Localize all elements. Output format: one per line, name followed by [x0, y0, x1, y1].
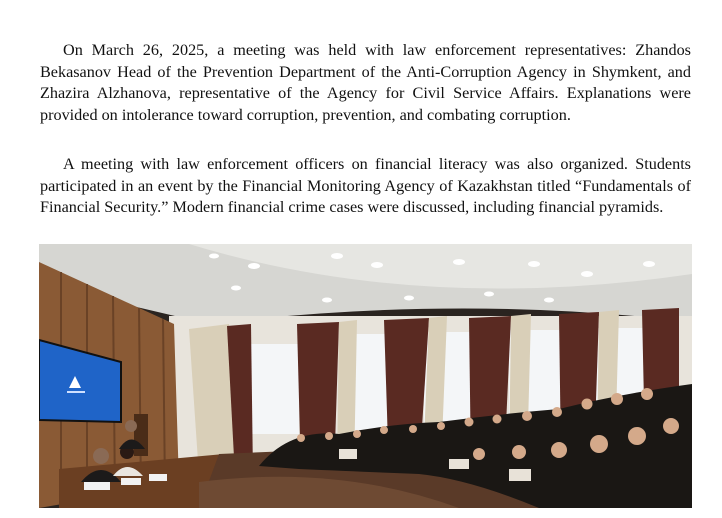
podium — [134, 414, 148, 456]
paragraph-anti-corruption-meeting: On March 26, 2025, a meeting was held with law enforcement representatives: Zhandos Bekasanov Head of the Prevention Department of the Anti-Corruption Agency in Shymkent, and Zhazira Alzhanova, representative of the Agency for Civil Service Affairs. Explanations were provided on intolerance toward corruption, prevention, and combating corruption. — [40, 41, 691, 124]
paragraph-financial-literacy-meeting: A meeting with law enforcement officers on financial literacy was also organized. Students participated in an event by the Financial Monitoring Agency of Kazakhstan titled “Fundamentals of Financial Security.” Modern financial crime cases were discussed, including financial pyramids. — [40, 155, 691, 217]
screen-text-line — [67, 391, 85, 393]
event-photo-illustration — [39, 244, 692, 508]
event-photo — [39, 244, 692, 508]
